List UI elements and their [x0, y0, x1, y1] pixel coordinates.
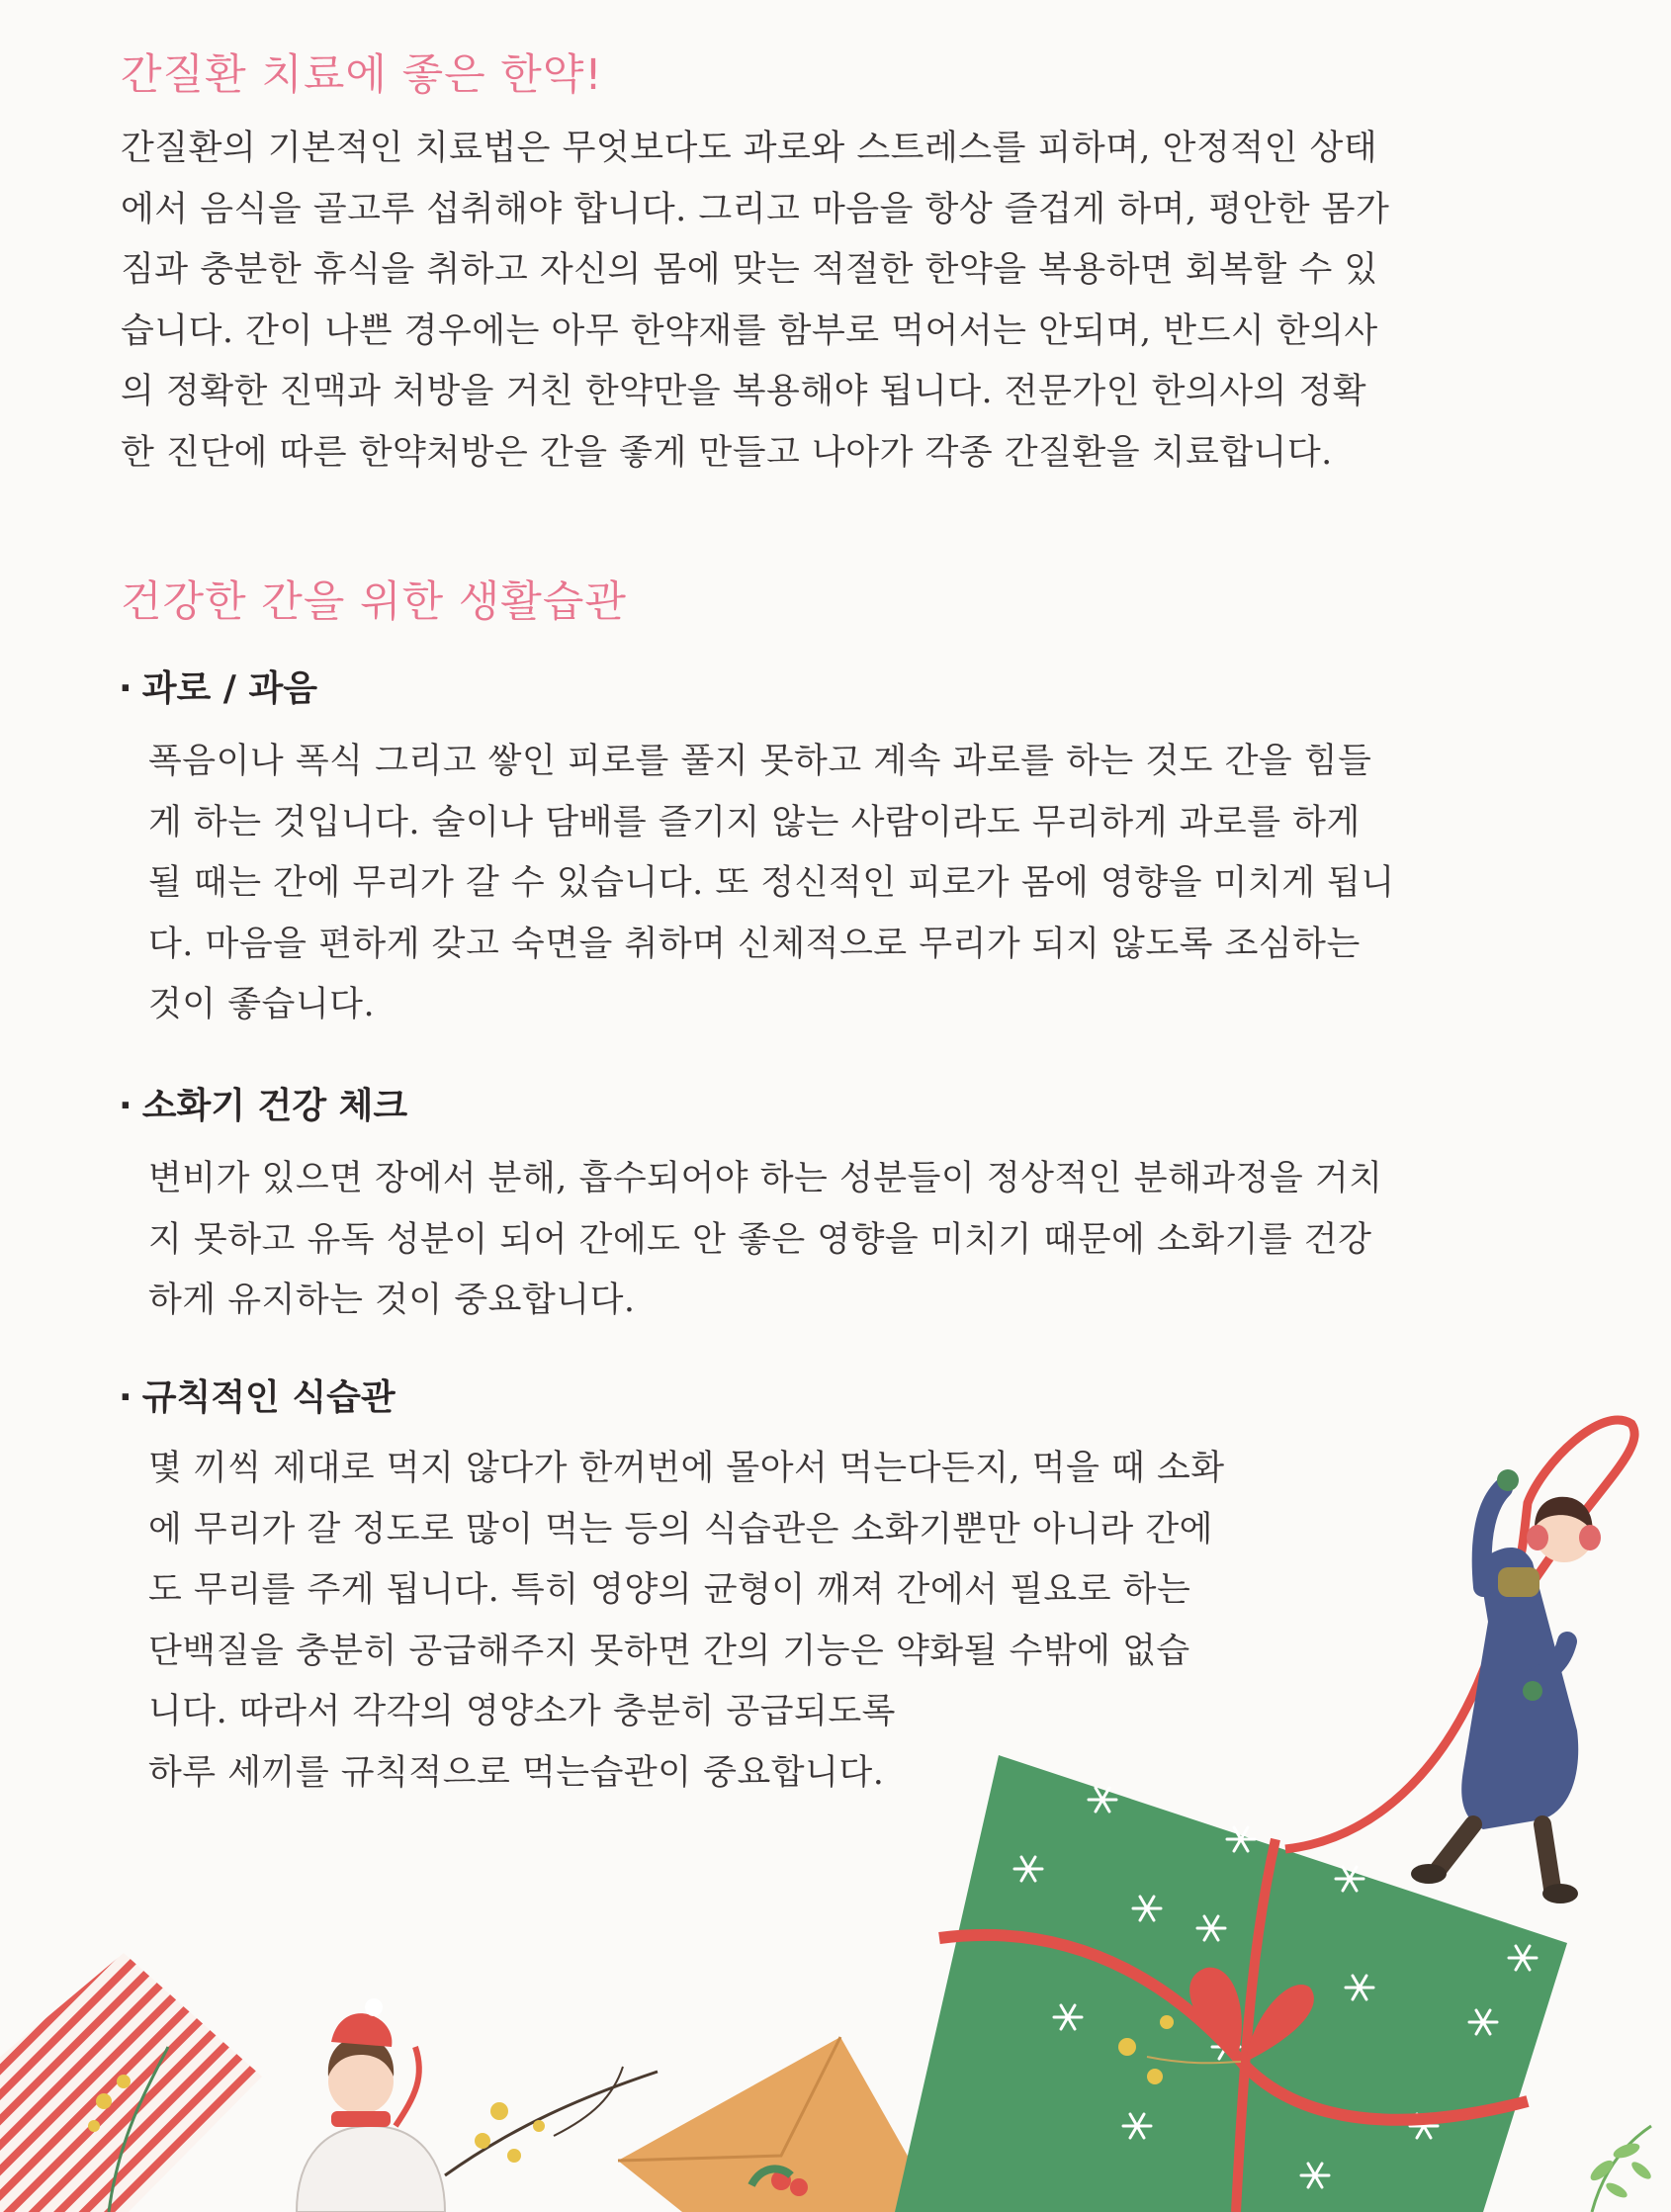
snowflake-icon: [1197, 1916, 1225, 1940]
snowflake-icon: [1336, 1867, 1363, 1891]
snowflake-icon: [1212, 2035, 1240, 2059]
paragraph-regular-eating: [148, 1439, 1225, 1804]
girl-figure-icon: [297, 1998, 445, 2212]
text-line: 하루 세끼를 규칙적으로 먹는습관이 중요합니다.: [148, 1752, 885, 1793]
text-line: 간질환의 기본적인 치료법은 무엇보다도 과로와 스트레스를 피하며, 안정적인 상태: [121, 129, 1378, 168]
section-paragraph-herbal-medicine: [121, 119, 1389, 484]
text-line: 도 무리를 주게 됩니다. 특히 영양의 균형이 깨져 간에서 필요로 하는: [148, 1570, 1191, 1610]
ribbon-icon: [1285, 1420, 1634, 1849]
gift-box-icon: [895, 1755, 1567, 2212]
text-line: 변비가 있으면 장에서 분해, 흡수되어야 하는 성분들이 정상적인 분해과정을 거치: [148, 1159, 1383, 1198]
section-heading-herbal-medicine: 간질환 치료에 좋은 한약!: [121, 50, 603, 100]
snowflake-icon: [1123, 2114, 1151, 2138]
text-line: 될 때는 간에 무리가 갈 수 있습니다. 또 정신적인 피로가 몸에 영향을 미치게 됩니: [148, 863, 1395, 903]
bullet-dot: ·: [119, 1377, 132, 1418]
text-line: 의 정확한 진맥과 처방을 거친 한약만을 복용해야 됩니다. 전문가인 한의사의 정확: [121, 372, 1367, 411]
paragraph-overwork-drinking: [148, 732, 1395, 1036]
snowflake-icon: [1227, 1827, 1255, 1851]
text-line: 에서 음식을 골고루 섭취해야 합니다. 그리고 마음을 항상 즐겁게 하며, 평안한 몸가: [121, 189, 1390, 229]
bullet-dot: ·: [119, 1086, 132, 1126]
snowflake-icon: [1410, 2114, 1438, 2138]
text-line: 니다. 따라서 각각의 영양소가 충분히 공급되도록: [148, 1692, 896, 1731]
snowflake-icon: [1014, 1857, 1042, 1881]
person-with-ribbon-icon: [1285, 1420, 1634, 1903]
subheading-label: 과로 / 과음: [141, 668, 318, 709]
subheading-digestive-health: [119, 1078, 407, 1128]
snowflake-icon: [1469, 2010, 1497, 2034]
subheading-label: 소화기 건강 체크: [141, 1086, 408, 1126]
snowflake-icon: [1054, 2005, 1082, 2029]
subheading-label: 규칙적인 식습관: [141, 1377, 396, 1418]
text-line: 습니다. 간이 나쁜 경우에는 아무 한약재를 함부로 먹어서는 안되며, 반드시 한의사: [121, 310, 1378, 351]
subheading-overwork-drinking: [119, 661, 317, 711]
text-line: 다. 마음을 편하게 갖고 숙면을 취하며 신체적으로 무리가 되지 않도록 조심하는: [148, 924, 1361, 964]
text-line: 단백질을 충분히 공급해주지 못하면 간의 기능은 약화될 수밖에 없습: [148, 1631, 1190, 1671]
text-line: 에 무리가 갈 정도로 많이 먹는 등의 식습관은 소화기뿐만 아니라 간에: [148, 1509, 1213, 1549]
berry-branch-icon: [445, 2067, 658, 2175]
section-heading-healthy-habits: 건강한 간을 위한 생활습관: [121, 577, 627, 627]
snowflake-icon: [1346, 1976, 1373, 1999]
text-line: 게 하는 것입니다. 술이나 담배를 즐기지 않는 사람이라도 무리하게 과로를 하게: [148, 802, 1361, 842]
snowflake-icon: [1301, 2164, 1329, 2187]
text-line: 한 진단에 따른 한약처방은 간을 좋게 만들고 나아가 각종 간질환을 치료합니다.: [121, 432, 1333, 473]
striped-gift-icon: [0, 1953, 262, 2212]
paragraph-digestive-health: [148, 1149, 1383, 1332]
leaf-sprig-icon: [1587, 2126, 1653, 2212]
text-line: 짐과 충분한 휴식을 취하고 자신의 몸에 맞는 적절한 한약을 복용하면 회복할 수 있: [121, 250, 1378, 290]
text-line: 몇 끼씩 제대로 먹지 않다가 한꺼번에 몰아서 먹는다든지, 먹을 때 소화: [148, 1449, 1225, 1488]
bullet-dot: ·: [119, 668, 132, 709]
text-line: 것이 좋습니다.: [148, 985, 376, 1024]
snowflake-icon: [1509, 1946, 1537, 1970]
snowflake-icon: [1133, 1897, 1161, 1920]
subheading-regular-eating: [119, 1370, 396, 1420]
text-line: 하게 유지하는 것이 중요합니다.: [148, 1281, 636, 1320]
text-line: 지 못하고 유독 성분이 되어 간에도 안 좋은 영향을 미치기 때문에 소화기를 건강: [148, 1219, 1372, 1260]
text-line: 폭음이나 폭식 그리고 쌓인 피로를 풀지 못하고 계속 과로를 하는 것도 간을 힘들: [148, 742, 1372, 781]
envelope-icon: [618, 2037, 939, 2212]
